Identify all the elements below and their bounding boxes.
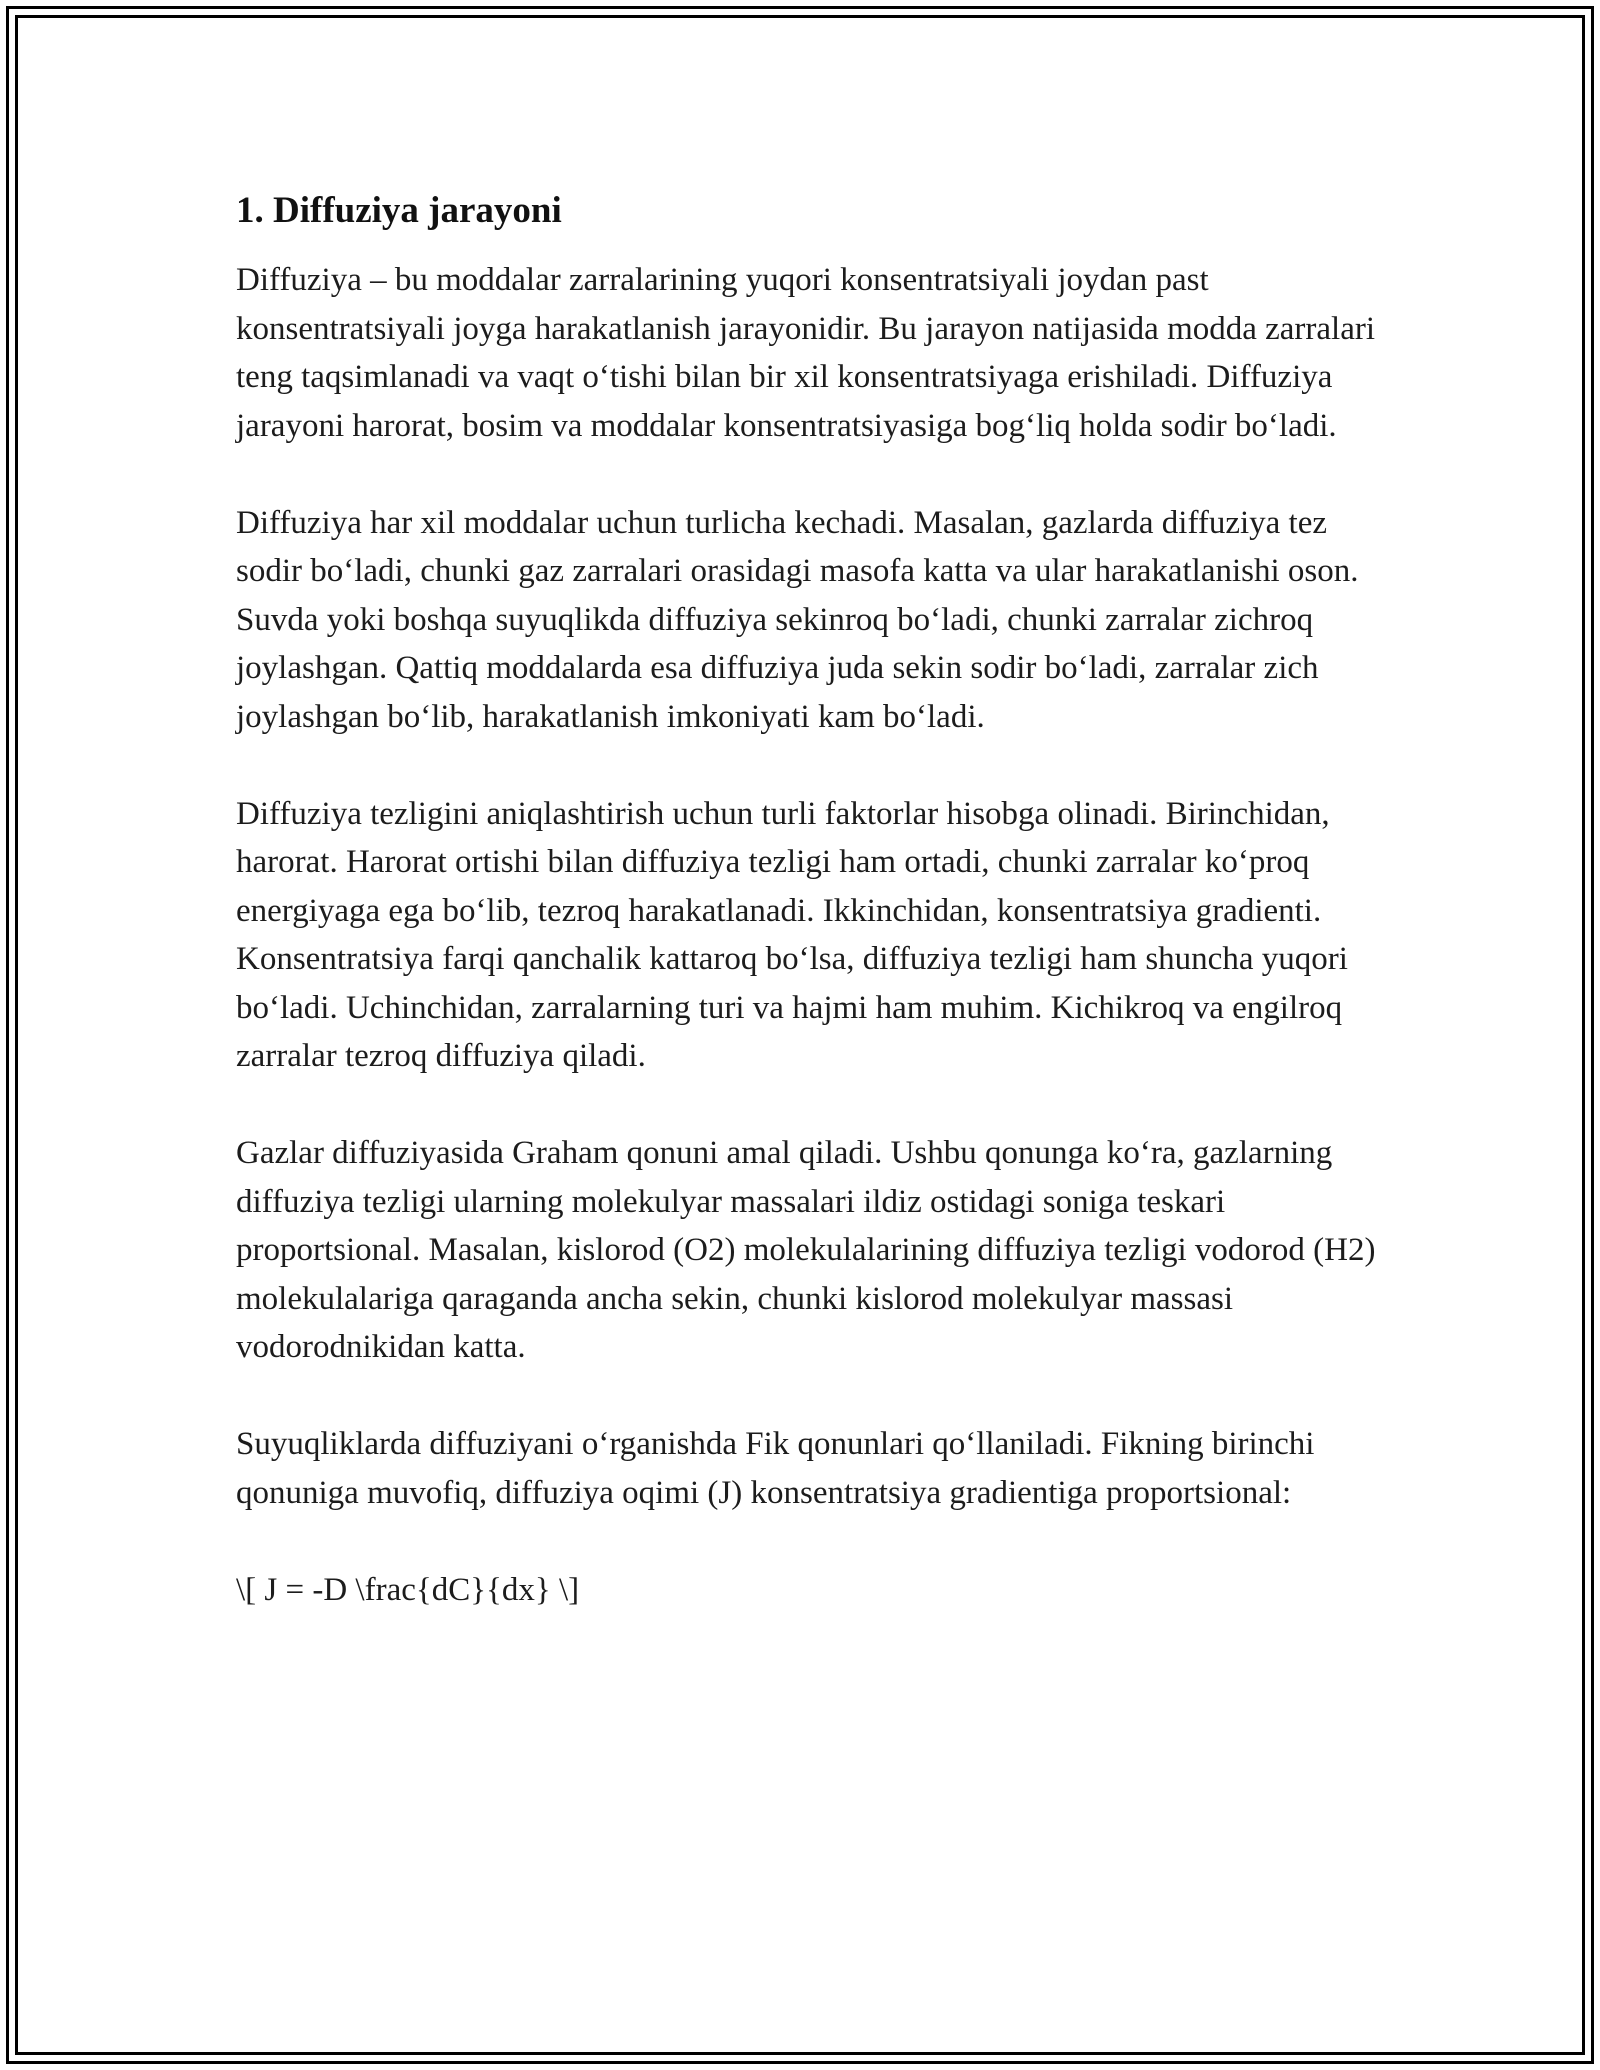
fick-formula: \[ J = -D \frac{dC}{dx} \] — [236, 1571, 580, 1608]
document-body — [236, 186, 1396, 1614]
paragraph-factors: Diffuziya tezligini aniqlashtirish uchun turli faktorlar hisobga olinadi. Birinchidan, harorat. Harorat ortishi bilan diffuziya tezligi ham ortadi, chunki zarralar koʻproq energiyaga ega boʻlib, tezroq harakatlanadi. Ikkinchidan, konsentratsiya gradienti. Konsentratsiya farqi qanchalik kattaroq boʻlsa, diffuziya tezligi ham shuncha yuqori boʻladi. Uchinchidan, zarralarning turi va hajmi ham muhim. Kichikroq va engilroq zarralar tezroq diffuziya qiladi. — [236, 795, 1348, 1074]
paragraph-graham-law: Gazlar diffuziyasida Graham qonuni amal qiladi. Ushbu qonunga koʻra, gazlarning diffuziya tezligi ularning molekulyar massalari ildiz ostidagi soniga teskari proportsional. Masalan, kislorod (O2) molekulalarining diffuziya tezligi vodorod (H2) molekulalariga qaraganda ancha sekin, chunki kislorod molekulyar massasi vodorodnikidan katta. — [236, 1135, 1376, 1365]
section-heading: 1. Diffuziya jarayoni — [236, 190, 562, 231]
paragraph-definition: Diffuziya – bu moddalar zarralarining yuqori konsentratsiyali joydan past konsentratsiyali joyga harakatlanish jarayonidir. Bu jarayon natijasida modda zarralari teng taqsimlanadi va vaqt oʻtishi bilan bir xil konsentratsiyaga erishiladi. Diffuziya jarayoni harorat, bosim va moddalar konsentratsiyasiga bogʻliq holda sodir boʻladi. — [236, 262, 1376, 444]
paragraph-states-of-matter: Diffuziya har xil moddalar uchun turlicha kechadi. Masalan, gazlarda diffuziya tez sodir boʻladi, chunki gaz zarralari orasidagi masofa katta va ular harakatlanishi oson. Suvda yoki boshqa suyuqlikda diffuziya sekinroq boʻladi, chunki zarralar zichroq joylashgan. Qattiq moddalarda esa diffuziya juda sekin sodir boʻladi, zarralar zich joylashgan boʻlib, harakatlanish imkoniyati kam boʻladi. — [236, 504, 1359, 735]
paragraph-fick-law: Suyuqliklarda diffuziyani oʻrganishda Fik qonunlari qoʻllaniladi. Fikning birinchi qonuniga muvofiq, diffuziya oqimi (J) konsentratsiya gradientiga proportsional: — [236, 1426, 1315, 1511]
